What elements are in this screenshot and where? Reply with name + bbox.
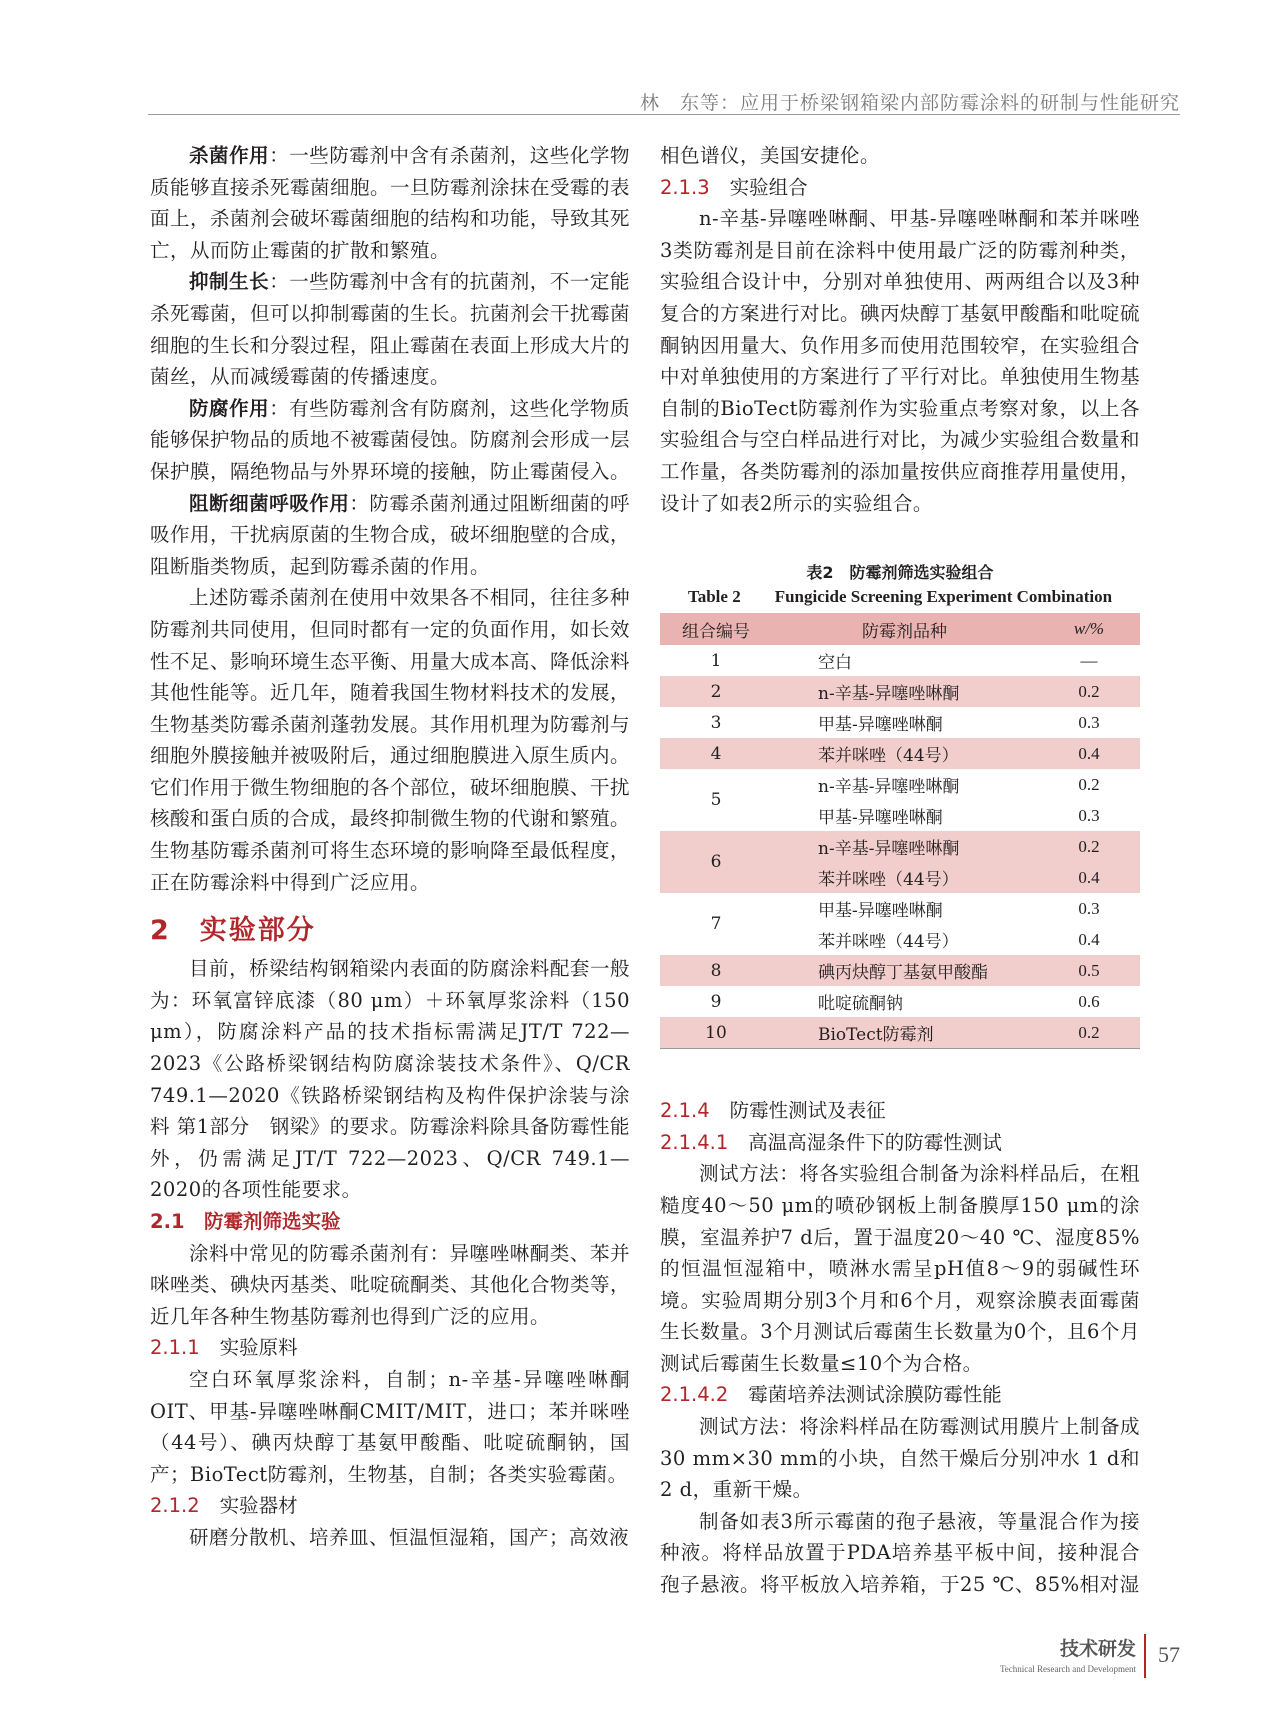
paragraph-equipment-cont: 相色谱仪，美国安捷伦。 (660, 144, 881, 167)
cell-group-number: 5 (710, 790, 722, 811)
fungicide-table (660, 613, 1140, 1049)
table-row (660, 769, 1140, 800)
cell-fungicide: 苯并咪唑（44号） (772, 862, 1038, 893)
cell-mass-fraction: 0.3 (1078, 712, 1100, 732)
header-title: 林 东等：应用于桥梁钢箱梁内部防霉涂料的研制与性能研究 (639, 92, 1180, 114)
heading-number: 2.1.2 (150, 1494, 200, 1518)
subsubsection-heading (150, 1490, 630, 1522)
heading-title: 实验原料 (219, 1336, 298, 1360)
subsubsection-heading (150, 1332, 630, 1364)
lead-term: 阻断细菌呼吸作用 (189, 491, 350, 515)
section-heading: 2 实验部分 (150, 915, 316, 947)
page-footer (950, 1634, 1180, 1688)
heading-title: 霉菌培养法测试涂膜防霉性能 (748, 1383, 1002, 1407)
paragraph-text: ：一些防霉剂中含有的抗菌剂，不一定能杀死霉菌，但可以抑制霉菌的生长。抗菌剂会干扰霉菌细胞的生长和分裂过程，阻止霉菌在表面上形成大片的菌丝，从而减缓霉菌的传播速度。 (150, 270, 631, 389)
paragraph-humidity-test: 测试方法：将各实验组合制备为涂料样品后，在粗糙度40～50 μm的喷砂钢板上制备膜厚150 μm的涂膜，室温养护7 d后，置于温度20～40 ℃、湿度85%的恒温恒湿箱中，喷淋水需呈pH值8～9的弱碱性环境。实验周期分别3个月和6个月，观察涂膜表面霉菌生长数量。3个月测试后霉菌生长数量为0个，且6个月测试后霉菌生长数量≤10个为合格。 (660, 1162, 1140, 1375)
footer-section-cn: 技术研发 (1059, 1638, 1136, 1660)
paragraph-culture-test: 测试方法：将涂料样品在防霉测试用膜片上制备成30 mm×30 mm的小块，自然干燥后分别冲水 1 d和2 d，重新干燥。 (660, 1415, 1140, 1502)
subsubsubsection-heading (660, 1379, 1140, 1411)
paragraph-coating-system: 目前，桥梁结构钢箱梁内表面的防腐涂料配套一般为：环氧富锌底漆（80 μm）＋环氧厚浆涂料（150 μm），防腐涂料产品的技术指标需满足JT/T 722—2023《公路桥梁钢结构防腐涂装技术条件》、Q/CR 749.1—2020《铁路桥梁钢结构及构件保护涂装与涂料 第1部分 钢梁》的要求。防霉涂料除具备防霉性能外，仍需满足JT/T 722—2023、Q/CR 749.1—2020的各项性能要求。 (150, 957, 630, 1202)
left-column (150, 140, 630, 1554)
cell-mass-fraction: 0.3 (1078, 805, 1100, 825)
cell-mass-fraction: 0.2 (1038, 676, 1140, 707)
paragraph-anticorrosion (150, 393, 630, 488)
heading-title: 实验器材 (219, 1494, 298, 1518)
heading-number: 2.1.3 (660, 175, 710, 199)
table-row (660, 955, 1140, 986)
cell-fungicide: 吡啶硫酮钠 (818, 994, 903, 1015)
cell-mass-fraction: 0.3 (1078, 898, 1100, 918)
cell-group-number: 7 (710, 914, 722, 935)
cell-group-number: 2 (660, 676, 772, 707)
cell-mass-fraction: 0.2 (1078, 774, 1100, 794)
subsubsubsection-heading (660, 1127, 1140, 1159)
cell-fungicide: 甲基-异噻唑啉酮 (818, 715, 943, 736)
paragraph-text: ：防霉杀菌剂通过阻断细菌的呼吸作用，干扰病原菌的生物合成，破坏细胞壁的合成，阻断脂类物质，起到防霉杀菌的作用。 (150, 491, 631, 578)
paragraph-materials: 空白环氧厚浆涂料，自制；n-辛基-异噻唑啉酮OIT、甲基-异噻唑啉酮CMIT/MIT，进口；苯并咪唑（44号）、碘丙炔醇丁基氨甲酸酯、吡啶硫酮钠，国产；BioTect防霉剂，生物基，自制；各类实验霉菌。 (150, 1367, 630, 1486)
cell-fungicide: 甲基-异噻唑啉酮 (818, 808, 943, 829)
paragraph-equipment: 研磨分散机、培养皿、恒温恒湿箱，国产；高效液 (189, 1525, 630, 1549)
table-header-row (660, 613, 1140, 645)
page-number: 57 (1158, 1642, 1180, 1667)
running-header (148, 84, 1180, 115)
cell-mass-fraction: 0.2 (1038, 1017, 1140, 1049)
cell-fungicide: n-辛基-异噻唑啉酮 (818, 777, 960, 798)
cell-fungicide: 碘丙炔醇丁基氨甲酸酯 (772, 955, 1038, 986)
column-header: w/% (1038, 613, 1140, 645)
cell-fungicide: 苯并咪唑（44号） (818, 932, 959, 953)
table-row (660, 707, 1140, 738)
paragraph-fungicides: 涂料中常见的防霉杀菌剂有：异噻唑啉酮类、苯并咪唑类、碘炔丙基类、吡啶硫酮类、其他化合物类等，近几年各种生物基防霉剂也得到广泛的应用。 (150, 1241, 631, 1328)
cell-fungicide: 空白 (818, 653, 852, 674)
table-row (660, 831, 1140, 862)
paragraph-sterilization (150, 140, 630, 266)
paragraph-text: ：一些防霉剂中含有杀菌剂，这些化学物质能够直接杀死霉菌细胞。一旦防霉剂涂抹在受霉的表面上，杀菌剂会破坏霉菌细胞的结构和功能，导致其死亡，从而防止霉菌的扩散和繁殖。 (150, 144, 631, 262)
heading-number: 2.1.4 (660, 1099, 710, 1123)
cell-mass-fraction: 0.4 (1038, 738, 1140, 769)
cell-group-number: 3 (710, 712, 722, 733)
cell-fungicide: BioTect防霉剂 (772, 1017, 1038, 1049)
footer-section-en: Technical Research and Development (999, 1664, 1136, 1674)
cell-group-number: 8 (660, 955, 772, 986)
column-header: 组合编号 (660, 613, 772, 645)
table-row (660, 676, 1140, 707)
table-row (660, 645, 1140, 676)
cell-group-number: 9 (710, 991, 722, 1012)
table-row (660, 1017, 1140, 1049)
cell-group-number: 6 (660, 831, 772, 893)
table-row (660, 986, 1140, 1017)
lead-term: 杀菌作用 (189, 144, 270, 167)
cell-group-number: 4 (660, 738, 772, 769)
cell-mass-fraction: — (1080, 650, 1098, 670)
cell-fungicide: 苯并咪唑（44号） (772, 738, 1038, 769)
paragraph-spore-suspension: 制备如表3所示霉菌的孢子悬液，等量混合作为接种液。将样品放置于PDA培养基平板中间，接种混合孢子悬液。将平板放入培养箱，于25 ℃、85%相对湿 (660, 1509, 1140, 1597)
heading-number: 2.1.4.1 (660, 1130, 729, 1154)
paragraph-biobased: 上述防霉杀菌剂在使用中效果各不相同，往往多种防霉剂共同使用，但同时都有一定的负面作用，如长效性不足、影响环境生态平衡、用量大成本高、降低涂料其他性能等。近几年，随着我国生物材料技术的发展，生物基类防霉杀菌剂蓬勃发展。其作用机理为防霉剂与细胞外膜接触并被吸附后，通过细胞膜进入原生质内。它们作用于微生物细胞的各个部位，破坏细胞膜、干扰核酸和蛋白质的合成，最终抑制微生物的代谢和繁殖。生物基防霉杀菌剂可将生态环境的影响降至最低程度，正在防霉涂料中得到广泛应用。 (150, 586, 631, 894)
paragraph-respiration (150, 488, 630, 583)
table-caption-cn: 表2 防霉剂筛选实验组合 (806, 563, 994, 583)
cell-fungicide: 甲基-异噻唑啉酮 (818, 901, 943, 922)
lead-term: 防腐作用 (189, 396, 270, 420)
paragraph-combinations: n-辛基-异噻唑啉酮、甲基-异噻唑啉酮和苯并咪唑3类防霉剂是目前在涂料中使用最广泛的防霉剂种类，实验组合设计中，分别对单独使用、两两组合以及3种复合的方案进行对比。碘丙炔醇丁基氨甲酸酯和吡啶硫酮钠因用量大、负作用多而使用范围较窄，在实验组合中对单独使用的方案进行了平行对比。单独使用生物基自制的BioTect防霉剂作为实验重点考察对象，以上各实验组合与空白样品进行对比，为减少实验组合数量和工作量，各类防霉剂的添加量按供应商推荐用量使用，设计了如表2所示的实验组合。 (660, 207, 1141, 515)
subsubsection-heading (660, 1095, 1140, 1127)
heading-title: 高温高湿条件下的防霉性测试 (748, 1130, 1002, 1154)
table-row (660, 893, 1140, 924)
heading-number: 2.1.1 (150, 1336, 200, 1360)
table-body (660, 645, 1140, 1049)
cell-group-number: 10 (660, 1017, 772, 1049)
heading-title: 实验组合 (729, 175, 808, 199)
paragraph-inhibition (150, 266, 630, 392)
subsection-heading: 2.1 防霉剂筛选实验 (150, 1210, 341, 1233)
cell-mass-fraction: 0.5 (1038, 955, 1140, 986)
cell-mass-fraction: 0.6 (1078, 991, 1100, 1011)
cell-mass-fraction: 0.2 (1038, 831, 1140, 862)
cell-fungicide: n-辛基-异噻唑啉酮 (772, 676, 1038, 707)
subsubsection-heading (660, 172, 1140, 204)
heading-number: 2.1.4.2 (660, 1383, 729, 1407)
lead-term: 抑制生长 (189, 270, 270, 294)
footer-divider (1144, 1634, 1146, 1678)
heading-title: 防霉性测试及表征 (729, 1099, 886, 1123)
right-column (660, 140, 1140, 1601)
cell-fungicide: n-辛基-异噻唑啉酮 (772, 831, 1038, 862)
paragraph-text: ：有些防霉剂含有防腐剂，这些化学物质能够保护物品的质地不被霉菌侵蚀。防腐剂会形成一层保护膜，隔绝物品与外界环境的接触，防止霉菌侵入。 (150, 396, 631, 483)
cell-mass-fraction: 0.4 (1078, 929, 1100, 949)
column-header: 防霉剂品种 (772, 613, 1038, 645)
table-row (660, 738, 1140, 769)
table-caption-en: Table 2 Fungicide Screening Experiment Combination (687, 587, 1113, 607)
cell-group-number: 1 (710, 650, 722, 671)
table-2 (660, 561, 1140, 1049)
cell-mass-fraction: 0.4 (1038, 862, 1140, 893)
